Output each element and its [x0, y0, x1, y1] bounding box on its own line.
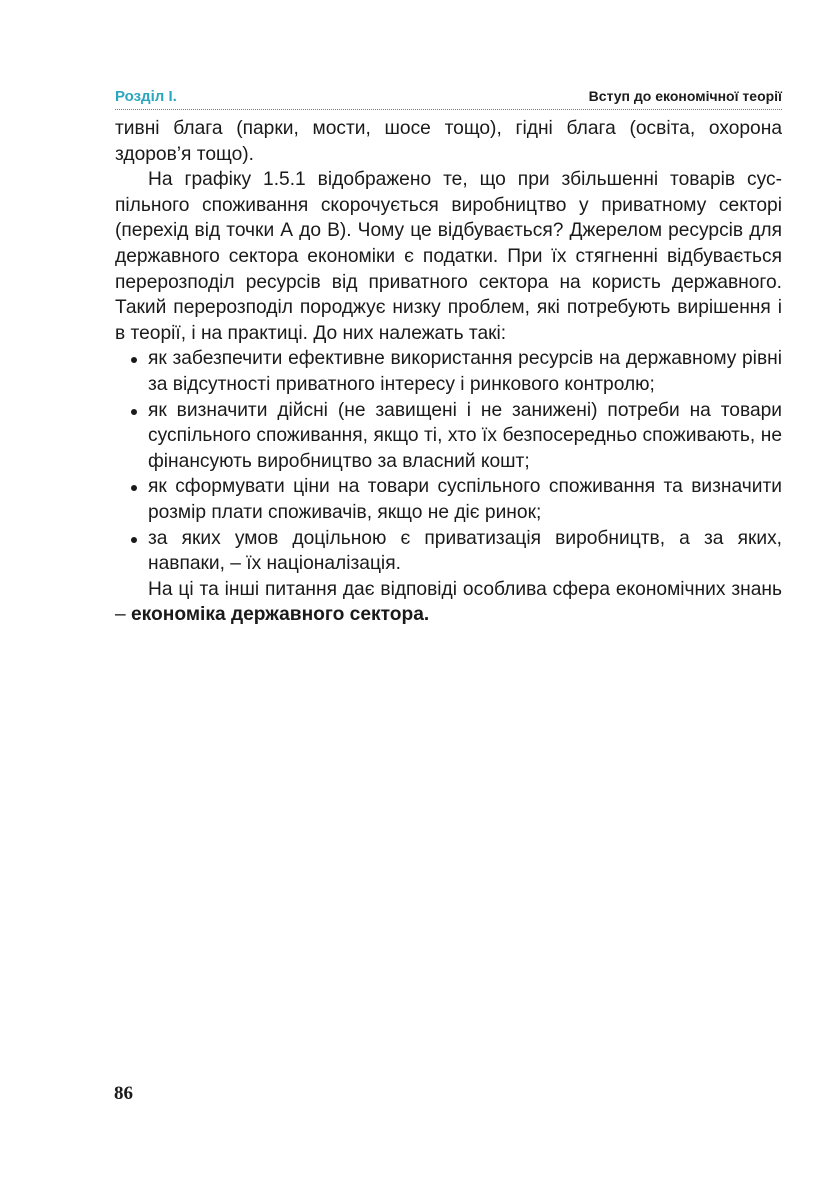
list-item — [115, 526, 782, 577]
list-item — [115, 398, 782, 475]
bullet-icon — [131, 485, 137, 491]
paragraph-graph-explanation: На графіку 1.5.1 відображено те, що при збільшенні товарів суспільного споживання скорочується виробництво у приватному секторі (перехід від точки А до B). Чому це відбувається? Джерелом ресурсів для державного сектора економіки є податки. При їх стягненні відбувається перерозподіл ресурсів від приватного сектора на користь державного. Такий перерозподіл породжує низку проблем, які потребують вирішення і в теорії, і на практиці. До них належать такі: — [115, 169, 782, 344]
list-item-text: за яких умов доцільною є приватизація виробництв, а за яких, навпаки, – їх націоналізація. — [148, 527, 782, 575]
list-item-text: як визначити дійсні (не завищені і не занижені) потреби на товари суспільного споживання, якщо ті, хто їх безпосередньо споживають, не фінансують виробництво за власний кошт; — [148, 399, 782, 472]
header-divider — [115, 109, 782, 110]
page-number: 86 — [114, 1083, 133, 1104]
bullet-icon — [131, 409, 137, 415]
paragraph-continuation: тивні блага (парки, мости, шосе тощо), гідні блага (освіта, охорона здоров’я тощо). — [115, 118, 782, 165]
paragraph-conclusion — [115, 577, 782, 628]
conclusion-text: На ці та інші питання дає відповіді особлива сфера економічних знань – — [115, 578, 782, 626]
list-item-text: як сформувати ціни на товари суспільного споживання та визначити розмір плати споживачів, якщо не діє ринок; — [148, 476, 782, 523]
book-title: Вступ до економічної теорії — [588, 88, 782, 104]
section-label: Розділ I. — [115, 88, 177, 105]
page-content — [115, 116, 782, 628]
bullet-icon — [131, 537, 137, 543]
key-term: економіка державного сектора. — [131, 604, 430, 626]
list-item — [115, 474, 782, 525]
list-item-text: як забезпечити ефективне використання ресурсів на державному рівні за відсутності приватного інтересу і ринкового контролю; — [148, 348, 782, 395]
list-item — [115, 346, 782, 397]
bullet-icon — [131, 357, 137, 363]
page-header — [115, 88, 782, 110]
problems-list — [115, 346, 782, 576]
